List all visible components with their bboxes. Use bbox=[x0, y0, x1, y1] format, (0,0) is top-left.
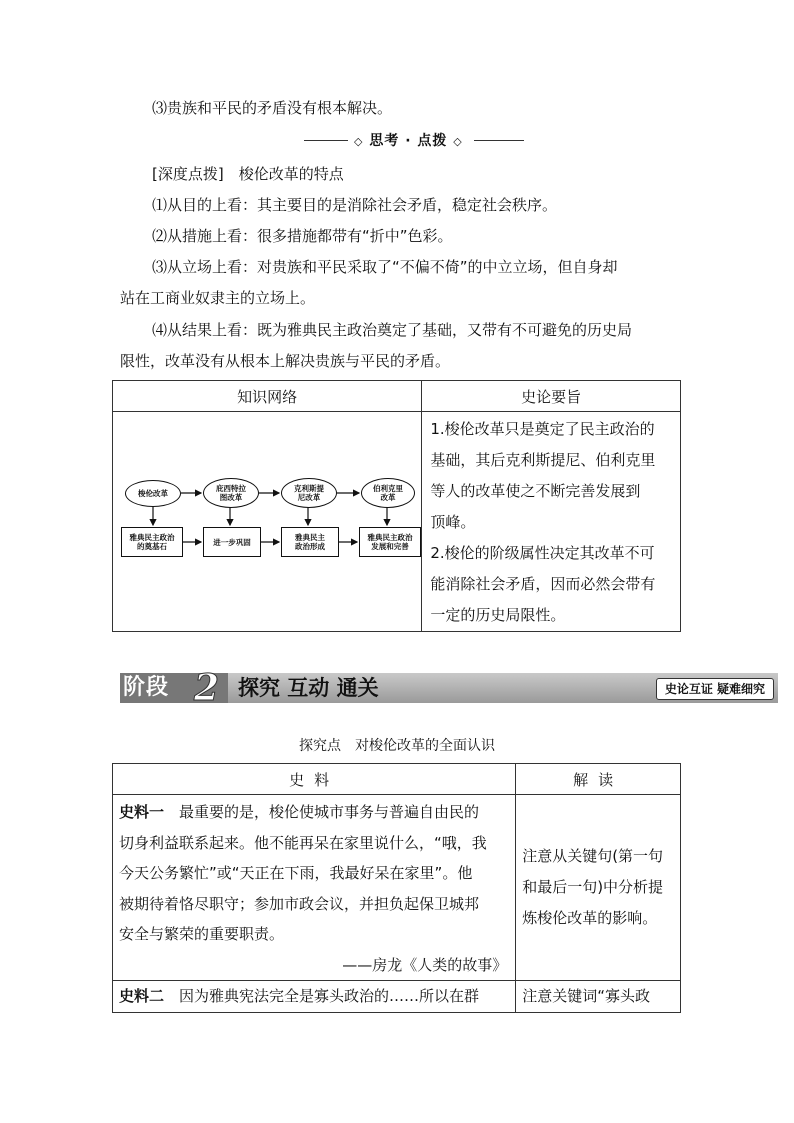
point-4b: 限性，改革没有从根本上解决贵族与平民的矛盾。 bbox=[120, 352, 451, 370]
key-point-line: 一定的历史局限性。 bbox=[430, 606, 566, 624]
knowledge-table bbox=[112, 380, 681, 632]
flow-box-consolidate: 进一步巩固 bbox=[203, 527, 261, 557]
interpretation-line: 炼梭伦改革的影响。 bbox=[522, 909, 658, 927]
diamond-icon: ◇ bbox=[453, 135, 463, 148]
deep-label: [深度点拨] bbox=[152, 165, 224, 183]
point-3b: 站在工商业奴隶主的立场上。 bbox=[120, 289, 316, 307]
source-line: 今天公务繁忙”或“天正在下雨，我最好呆在家里”。他 bbox=[119, 864, 473, 882]
header-knowledge-network: 知识网络 bbox=[113, 381, 422, 412]
stage-banner bbox=[120, 667, 778, 709]
paragraph-conflict: ⑶贵族和平民的矛盾没有根本解决。 bbox=[152, 99, 393, 117]
banner-title: 探究 互动 通关 bbox=[238, 675, 379, 700]
source-line: 切身利益联系起来。他不能再呆在家里说什么，“哦，我 bbox=[119, 833, 487, 852]
key-point-line: 等人的改革使之不断完善发展到 bbox=[430, 482, 641, 500]
interpretation-line: 和最后一句)中分析提 bbox=[522, 878, 664, 896]
point-4a: ⑷从结果上看：既为雅典民主政治奠定了基础，又带有不可避免的历史局 bbox=[152, 321, 633, 339]
interpretation-one-cell bbox=[516, 795, 681, 981]
flow-box-formation: 雅典民主 政治形成 bbox=[281, 527, 339, 557]
diamond-icon: ◇ bbox=[354, 135, 364, 148]
interpretation-line: 注意关键词“寡头政 bbox=[522, 987, 650, 1005]
deep-title: 梭伦改革的特点 bbox=[238, 165, 344, 183]
point-2: ⑵从措施上看：很多措施都带有“折中”色彩。 bbox=[152, 227, 453, 245]
interpretation-two-cell bbox=[516, 981, 681, 1013]
source-one-label: 史料一 bbox=[119, 803, 165, 821]
point-3a: ⑶从立场上看：对贵族和平民采取了“不偏不倚”的中立立场，但自身却 bbox=[152, 258, 618, 276]
flow-node-solon: 梭伦改革 bbox=[125, 480, 181, 507]
header-key-points: 史论要旨 bbox=[422, 381, 681, 412]
source-citation: ——房龙《人类的故事》 bbox=[342, 955, 508, 974]
source-line: 因为雅典宪法完全是寡头政治的……所以在群 bbox=[164, 987, 480, 1005]
key-point-line: 基础，其后克利斯提尼、伯利克里 bbox=[430, 451, 656, 469]
key-point-line: 2.梭伦的阶级属性决定其改革不可 bbox=[430, 544, 655, 562]
point-1: ⑴从目的上看：其主要目的是消除社会矛盾，稳定社会秩序。 bbox=[152, 196, 558, 214]
section-divider bbox=[354, 130, 463, 150]
banner-stage-number: 2 bbox=[194, 667, 220, 709]
flow-node-pisistratus: 庇西特拉 图改革 bbox=[203, 478, 259, 508]
flow-node-cleisthenes: 克利斯提 尼改革 bbox=[281, 478, 337, 508]
source-two-label: 史料二 bbox=[119, 987, 165, 1005]
flow-node-pericles: 伯利克里 改革 bbox=[361, 478, 415, 508]
deep-heading bbox=[152, 164, 344, 184]
flowchart-cell bbox=[113, 412, 422, 632]
flow-box-development: 雅典民主政治 发展和完善 bbox=[359, 527, 421, 557]
source-line: 被期待着恪尽职守；参加市政会议，并担负起保卫城邦 bbox=[119, 894, 480, 913]
divider-label: 思考 · 点拨 bbox=[369, 133, 448, 149]
key-point-line: 顶峰。 bbox=[430, 513, 476, 531]
source-one-cell bbox=[113, 795, 516, 981]
flow-box-foundation: 雅典民主政治 的奠基石 bbox=[121, 527, 183, 557]
interpretation-line: 注意从关键句(第一句 bbox=[522, 847, 664, 865]
header-interpretation: 解读 bbox=[516, 764, 681, 795]
key-points-cell bbox=[422, 412, 681, 632]
divider-line-right bbox=[474, 140, 524, 141]
source-line: 最重要的是，梭伦使城市事务与普遍自由民的 bbox=[164, 803, 480, 821]
header-source: 史料 bbox=[113, 764, 516, 795]
banner-stage-label: 阶段 bbox=[123, 675, 170, 700]
source-two-cell bbox=[113, 981, 516, 1013]
key-point-line: 能消除社会矛盾，因而必然会带有 bbox=[430, 575, 656, 593]
key-point-line: 1.梭伦改革只是奠定了民主政治的 bbox=[430, 420, 655, 438]
flow-arrows bbox=[113, 412, 430, 630]
banner-tag: 史论互证 疑难细究 bbox=[656, 678, 774, 700]
section-title: 探究点 对梭伦改革的全面认识 bbox=[299, 738, 495, 754]
divider-line-left bbox=[304, 140, 348, 141]
source-line: 安全与繁荣的重要职责。 bbox=[119, 925, 285, 943]
source-table bbox=[112, 763, 681, 1013]
